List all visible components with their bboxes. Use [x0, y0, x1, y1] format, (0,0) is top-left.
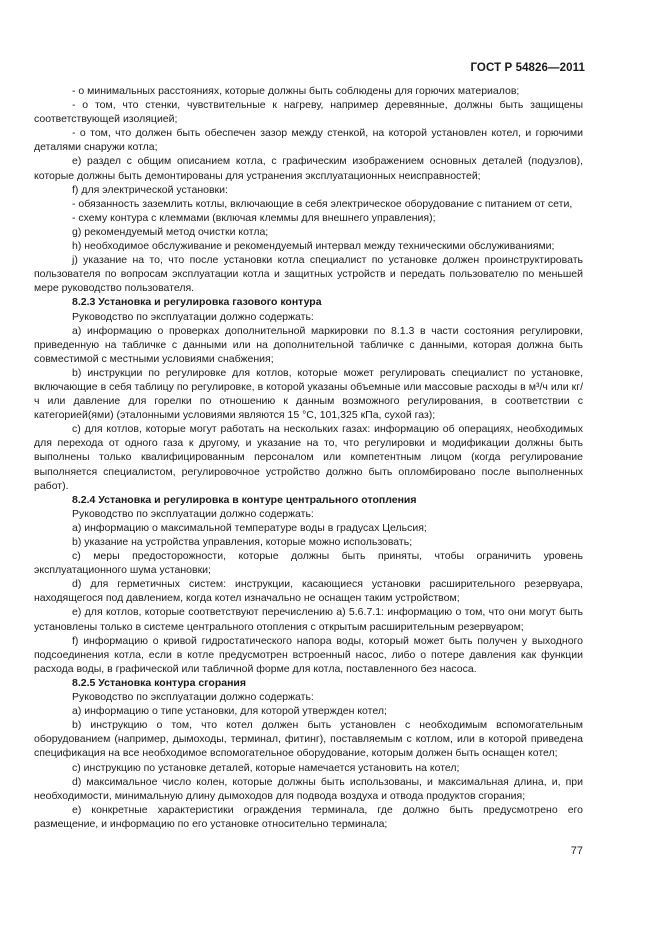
paragraph: - схему контура с клеммами (включая клеммы для внешнего управления);	[72, 211, 436, 224]
document-body	[34, 84, 583, 831]
paragraph: f) информацию о кривой гидростатического напора воды, который может быть получен у выходного подсоединения котла, если в котле предусмотрен встроенный насос, либо о потере давления как функции расхода воды, в графической или табличной форме для котла, поставленного без насоса.	[34, 634, 583, 675]
paragraph: - о минимальных расстояниях, которые должны быть соблюдены для горючих материалов;	[72, 85, 520, 97]
paragraph: с) для котлов, которые могут работать на нескольких газах: информацию об операциях, необходимых для перехода от одного газа к другому, и указание на то, что регулировки и модификации должны быть выполнены только квалифицированным персоналом или компетентным лицом (когда регулирование выполняется специалистом, регулировочное устройство должно быть опломбировано после выполненных работ).	[34, 423, 583, 492]
paragraph: с) меры предосторожности, которые должны быть приняты, чтобы ограничить уровень эксплуатационного шума установки;	[34, 550, 583, 577]
paragraph: Руководство по эксплуатации должно содержать:	[72, 310, 314, 323]
paragraph: d) для герметичных систем: инструкции, касающиеся установки расширительного резервуара, находящегося под давлением, когда котел изначально не оснащен таким устройством;	[34, 578, 583, 605]
section-heading: 8.2.5 Установка контура сгорания	[72, 676, 246, 689]
paragraph: - о том, что стенки, чувствительные к нагреву, например деревянные, должны быть защищены соответствующей изоляцией;	[34, 99, 583, 126]
paragraph: а) информацию о максимальной температуре воды в градусах Цельсия;	[72, 521, 427, 534]
paragraph: Руководство по эксплуатации должно содержать:	[72, 507, 314, 520]
section-heading: 8.2.4 Установка и регулировка в контуре центрального отопления	[72, 493, 417, 506]
paragraph: - обязанность заземлить котлы, включающие в себя электрическое оборудование с питанием от сети,	[72, 197, 573, 210]
paragraph: g) рекомендуемый метод очистки котла;	[72, 225, 269, 238]
paragraph: а) информацию о типе установки, для которой утвержден котел;	[72, 705, 387, 718]
paragraph: b) инструкции по регулировке для котлов, которые может регулировать специалист по установке, включающие в себя таблицу по регулировке, в которой указаны объемные или массовые расходы в м³/ч или кг/ч или давление для горелки по отношению к данным возможного регулирования, в соответствии с категорией(ями) (эталонными условиями являются 15 °С, 101,325 кПа, сухой газ);	[34, 366, 583, 422]
paragraph: с) инструкцию по установке деталей, которые намечается установить на котел;	[72, 761, 460, 774]
paragraph: е) раздел с общим описанием котла, с графическим изображением основных деталей (подузлов), которые должны быть демонтированы для устранения эксплуатационных неисправностей;	[34, 155, 583, 182]
paragraph: а) информацию о проверках дополнительной маркировки по 8.1.3 в части состояния регулировки, приведенную на табличке с данными или на дополнительной табличке с данными, которая должна быть совместимой с местными условиями снабжения;	[34, 324, 583, 365]
paragraph: f) для электрической установки:	[72, 183, 228, 196]
section-heading: 8.2.3 Установка и регулировка газового контура	[72, 296, 322, 309]
paragraph: j) указание на то, что после установки котла специалист по установке должен проинструктировать пользователя по вопросам эксплуатации котла и защитных устройств и передать пользователю по меньшей мере руководство пользователя.	[34, 254, 583, 295]
paragraph: - о том, что должен быть обеспечен зазор между стенкой, на которой установлен котел, и горючими деталями снаружи котла;	[34, 127, 583, 154]
paragraph: d) максимальное число колен, которые должны быть использованы, и максимальная длина, и, при необходимости, минимальную длину дымоходов для подвода воздуха и отвода продуктов сгорания;	[34, 775, 583, 802]
paragraph: b) указание на устройства управления, которые можно использовать;	[72, 536, 413, 548]
document-header: ГОСТ Р 54826—2011	[470, 62, 585, 74]
paragraph: е) конкретные характеристики ограждения терминала, где должно быть предусмотрено его размещение, и информацию по его установке относительно терминала;	[34, 803, 583, 830]
paragraph: b) инструкцию о том, что котел должен быть установлен с необходимым вспомогательным оборудованием (например, дымоходы, терминал, фитинг), поставляемым с котлом, или в которой приведена спецификация на все необходимое вспомогательное оборудование, которым должен быть оснащен котел;	[34, 719, 583, 760]
page-number: 77	[570, 845, 583, 857]
paragraph: Руководство по эксплуатации должно содержать:	[72, 691, 314, 704]
paragraph: h) необходимое обслуживание и рекомендуемый интервал между техническими обслуживаниями;	[72, 240, 555, 253]
paragraph: е) для котлов, которые соответствуют перечислению а) 5.6.7.1: информацию о том, что они могут быть установлены только в системе центрального отопления с открытым расширительным резервуаром;	[34, 606, 583, 633]
